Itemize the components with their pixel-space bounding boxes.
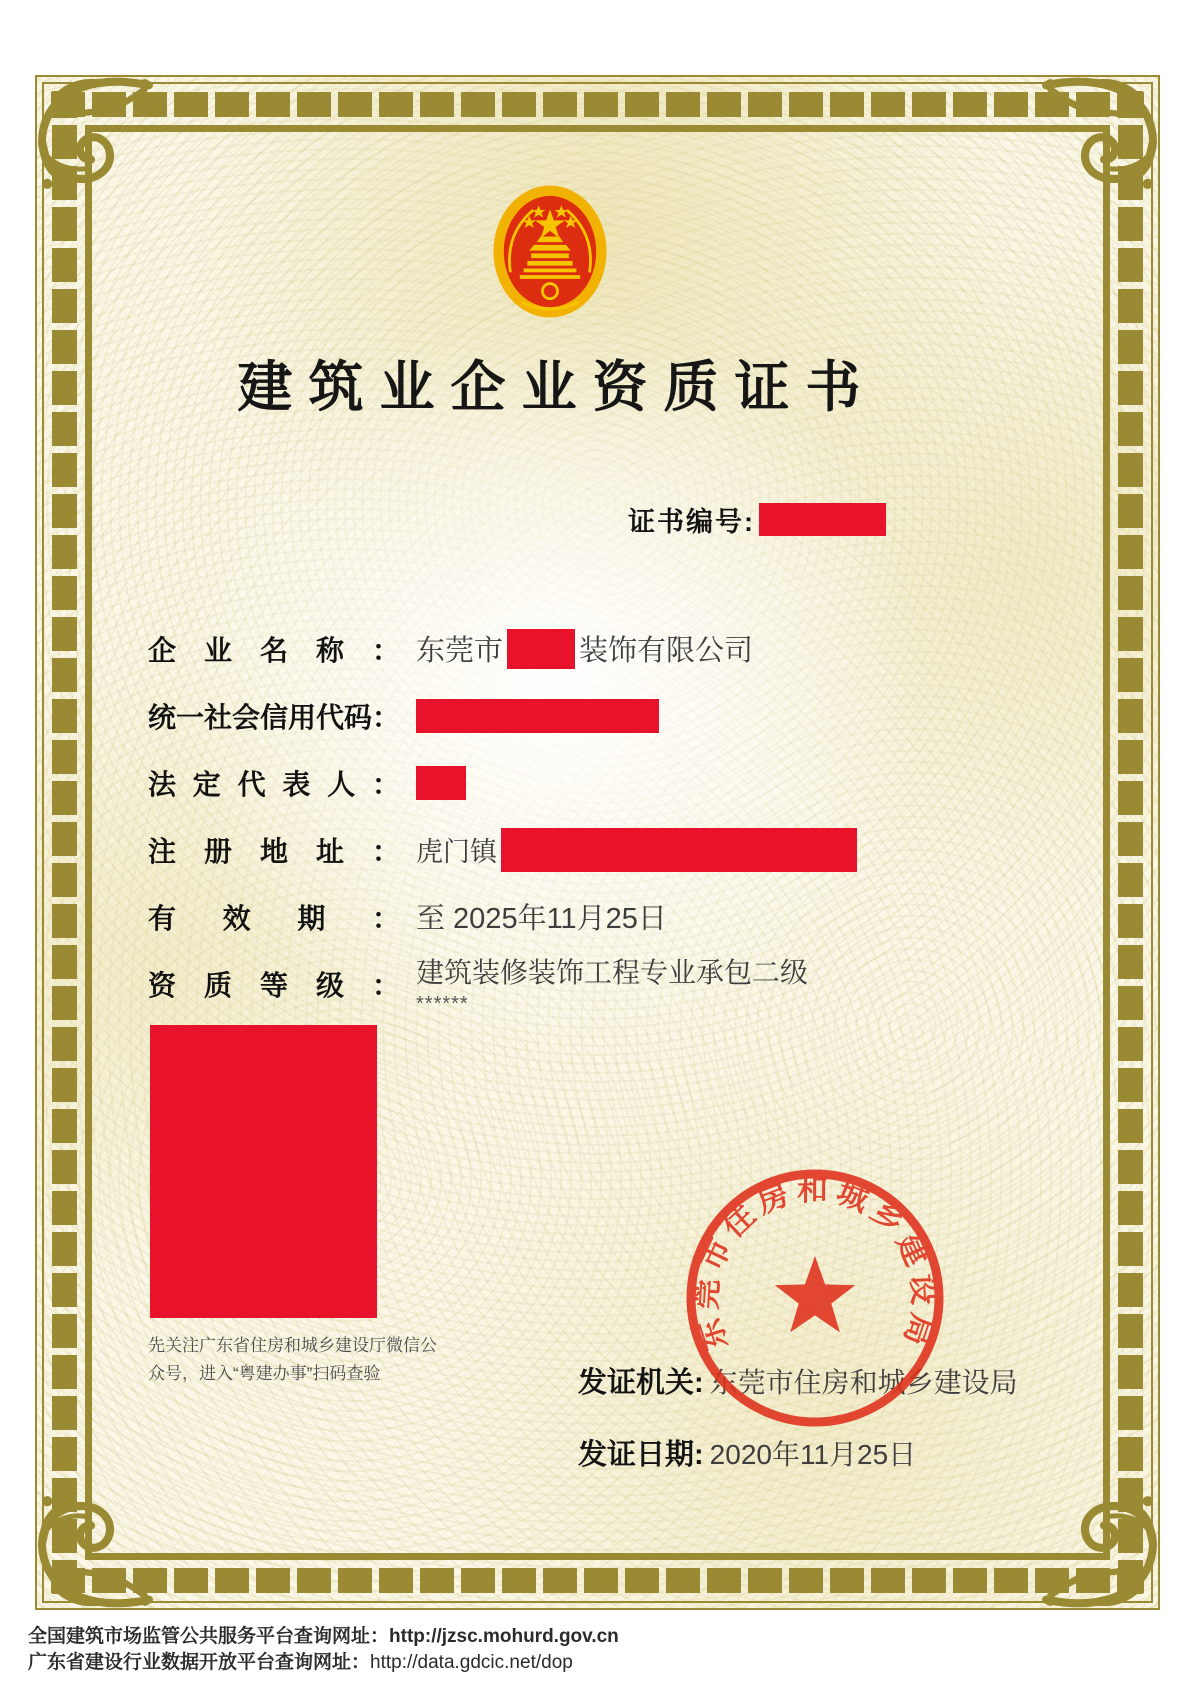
field-value: 虎门镇 xyxy=(416,837,497,867)
certificate-fields xyxy=(148,615,908,1017)
seal-text: 东莞市住房和城乡建设局 xyxy=(688,1171,942,1356)
footer-label: 全国建筑市场监管公共服务平台查询网址： xyxy=(28,1626,390,1647)
footer-url: http://jzsc.mohurd.gov.cn xyxy=(389,1626,619,1647)
field-label: 资质等级： xyxy=(148,969,400,1001)
field-value: 东莞市 xyxy=(416,635,504,667)
frame-thick-line-top xyxy=(85,125,1110,132)
field-row-legal-representative xyxy=(148,749,908,816)
field-row-credit-code xyxy=(148,682,908,749)
redaction-block xyxy=(507,629,575,669)
field-label: 注册地址： xyxy=(148,835,400,867)
field-label: 企业名称： xyxy=(148,634,400,666)
corner-ornament-icon xyxy=(31,71,153,193)
footer-line-guangdong xyxy=(28,1650,619,1676)
issue-date-label: 发证日期: xyxy=(578,1439,704,1471)
corner-ornament-icon xyxy=(31,1492,153,1614)
corner-ornament-icon xyxy=(1042,1492,1164,1614)
footer-url: http://data.gdcic.net/dop xyxy=(370,1652,573,1673)
field-label: 有效期： xyxy=(148,902,400,934)
corner-ornament-icon xyxy=(1042,71,1164,193)
qr-scan-note: 先关注广东省住房和城乡建设厅微信公众号，进入“粤建办事”扫码查验 xyxy=(148,1336,437,1383)
footer-links xyxy=(28,1624,619,1676)
frame-strip-top xyxy=(51,92,1144,117)
frame-strip-right xyxy=(1118,91,1143,1594)
cert-number-row xyxy=(628,500,886,539)
field-value: 装饰有限公司 xyxy=(579,635,754,667)
issuer-label: 发证机关: xyxy=(578,1367,704,1399)
frame-strip-left xyxy=(52,91,77,1594)
redaction-block xyxy=(501,828,857,872)
frame-strip-bottom xyxy=(51,1568,1144,1593)
field-label: 统一社会信用代码： xyxy=(148,701,401,733)
frame-thick-line-bottom xyxy=(85,1553,1110,1560)
field-value: 建筑装修装饰工程专业承包二级 xyxy=(416,957,809,988)
issuer-value: 东莞市住房和城乡建设局 xyxy=(709,1366,1018,1398)
field-label: 法定代表人： xyxy=(148,768,400,800)
national-emblem-icon xyxy=(484,178,616,328)
cert-number-label: 证书编号: xyxy=(628,507,755,537)
redaction-block xyxy=(416,699,659,733)
frame-thick-line-left xyxy=(85,125,92,1560)
field-value: 至 2025年11月25日 xyxy=(416,903,667,935)
footer-line-national xyxy=(28,1624,619,1650)
frame-thick-line-right xyxy=(1103,125,1110,1560)
field-row-company-name xyxy=(148,615,908,682)
issuer-row xyxy=(578,1360,1018,1401)
field-row-registered-address xyxy=(148,816,908,883)
footer-label: 广东省建设行业数据开放平台查询网址： xyxy=(28,1652,371,1673)
redaction-block xyxy=(416,766,466,800)
qr-code-redaction-block xyxy=(150,1025,377,1318)
issue-date-value: 2020年11月25日 xyxy=(709,1438,917,1470)
field-row-valid-until xyxy=(148,883,908,950)
field-value-note: ****** xyxy=(416,993,469,1015)
certificate-title: 建筑业企业资质证书 xyxy=(237,356,877,418)
issue-date-row xyxy=(578,1432,916,1473)
field-row-qualification-level xyxy=(148,950,908,1017)
redaction-block xyxy=(759,503,886,536)
